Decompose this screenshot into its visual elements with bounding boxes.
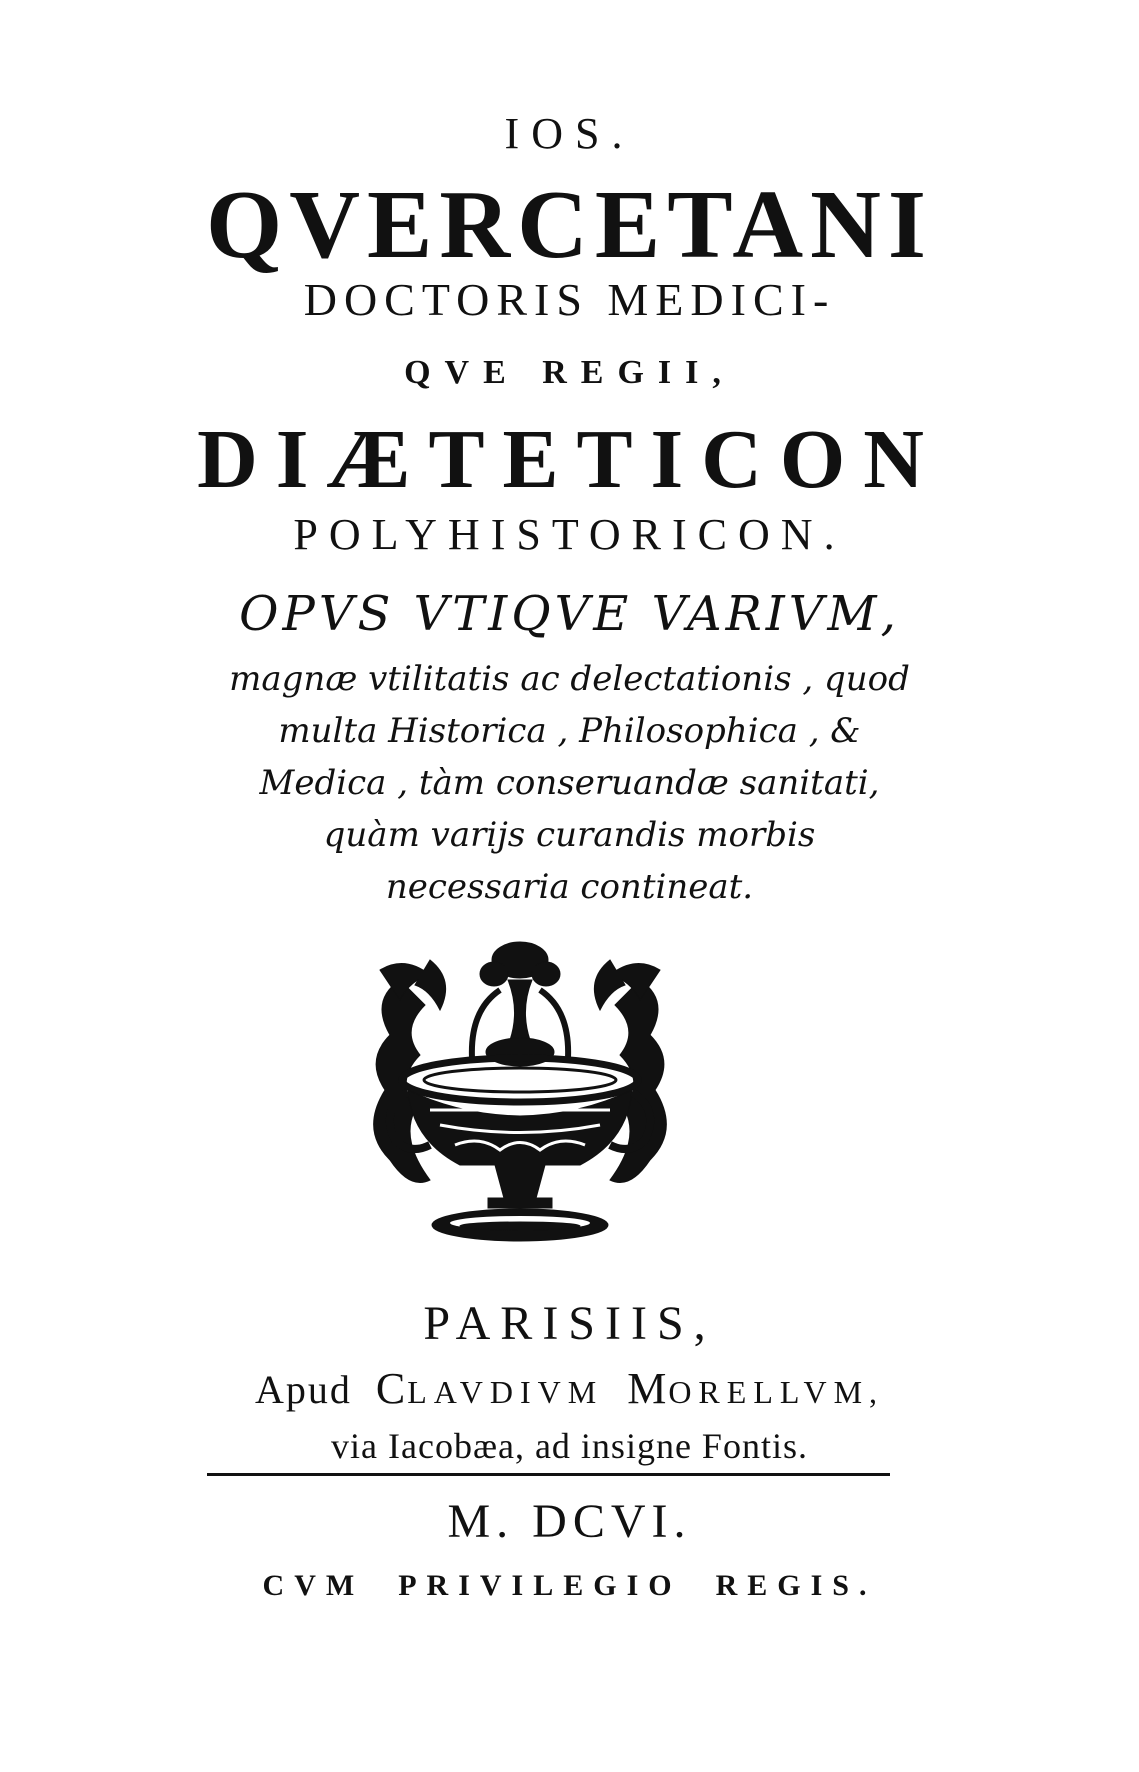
description-head: OPVS VTIQVE VARIVM, [239, 586, 900, 642]
printer-last-initial: M [627, 1364, 669, 1413]
printer-last-rest: ORELLVM, [668, 1374, 885, 1410]
description-line: Medica , tàm conseruandæ sanitati, [259, 763, 880, 803]
imprint-city: PARISIIS, [423, 1297, 716, 1350]
printer-first-rest: LAVDIVM [407, 1374, 604, 1410]
work-title: DIÆTETICON [197, 413, 942, 506]
author-name: QVERCETANI [205, 171, 934, 279]
vase-ornament [360, 940, 680, 1250]
imprint-date: M. DCVI. [447, 1495, 692, 1548]
author-title-line-1: DOCTORIS MEDICI- [303, 274, 836, 325]
description-line: necessaria contineat. [385, 867, 754, 907]
printer-first-initial: C [375, 1364, 408, 1413]
work-subtitle: POLYHISTORICON. [293, 510, 846, 559]
privilege-word-2: PRIVILEGIO [398, 1569, 682, 1602]
divider-rule [207, 1473, 890, 1476]
privilege-line [0, 1571, 1139, 1601]
imprint-printer [0, 1364, 1139, 1413]
description-line: quàm varijs curandis morbis [323, 815, 816, 855]
privilege-word-1: CVM [262, 1569, 365, 1602]
author-prefix: IOS. [504, 109, 635, 158]
description-line: multa Historica , Philosophica , & [278, 711, 861, 751]
imprint-address: via Iacobæa, ad insigne Fontis. [331, 1426, 808, 1466]
privilege-word-3: REGIS. [715, 1569, 877, 1602]
description-line: magnæ vtilitatis ac delectationis , quod [229, 659, 910, 699]
author-title-line-2: QVE REGII, [404, 354, 735, 391]
imprint-apud: Apud [254, 1367, 352, 1412]
